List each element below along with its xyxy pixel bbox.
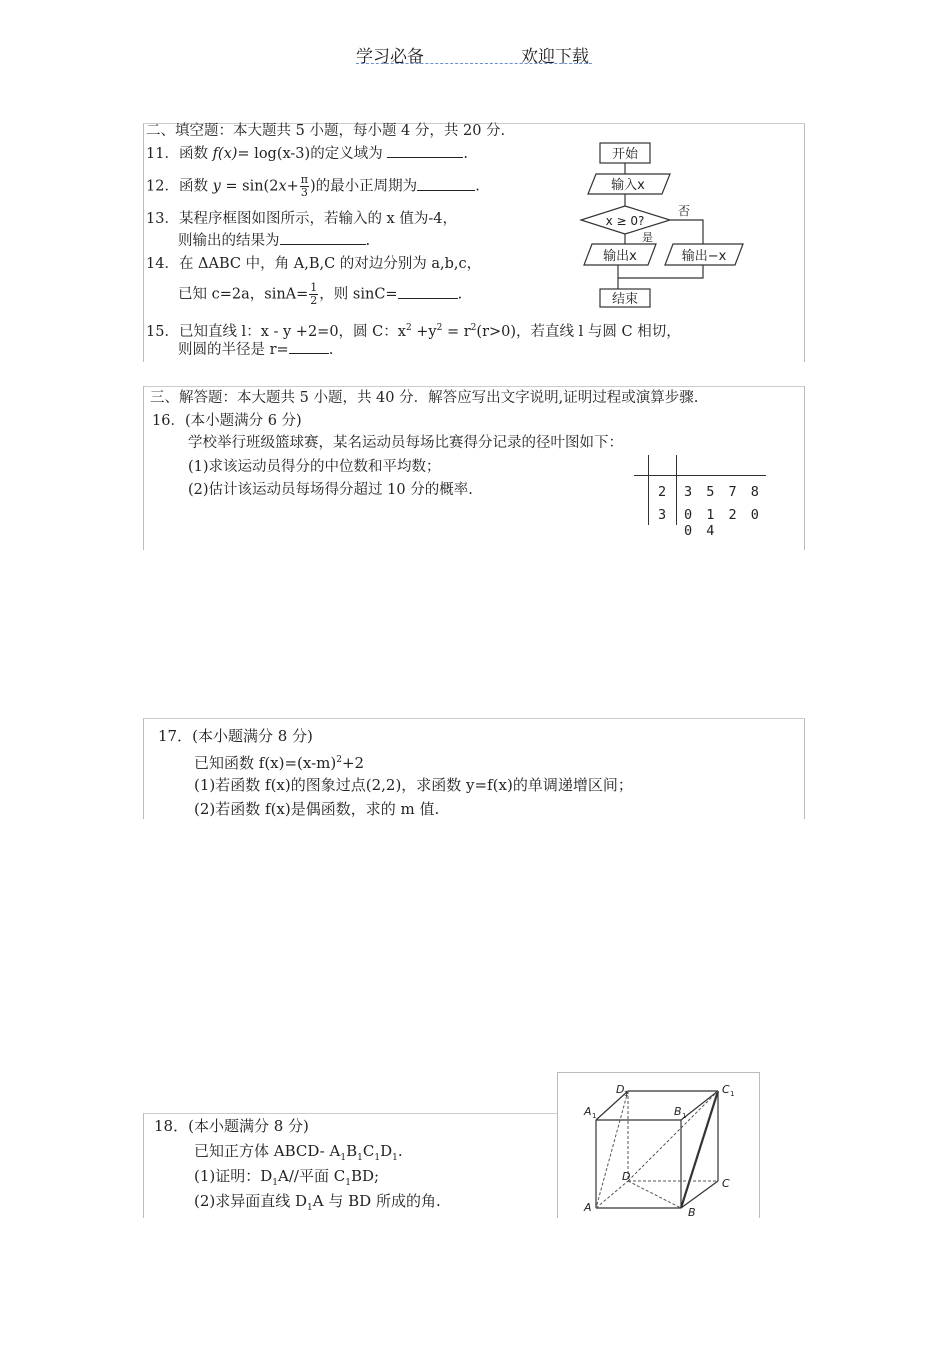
q17-func: 已知函数 f(x)=(x-m): [194, 754, 337, 772]
q12-prefix: 12．函数: [146, 178, 213, 195]
cube-label-c: C: [722, 1177, 730, 1190]
cube-label-d1-sub: 1: [624, 1090, 629, 1098]
question-15-line1: [146, 319, 681, 341]
q15-sup1: 2: [405, 323, 412, 333]
question-17-panel: [143, 718, 805, 819]
q12-x: x: [278, 178, 287, 195]
q15-sup3: 2: [470, 323, 477, 333]
cube-label-b1: B: [674, 1105, 682, 1118]
q18-text-d: D: [380, 1142, 393, 1160]
q18-p1-c: BD;: [350, 1167, 380, 1185]
cube-label-a1-sub: 1: [592, 1112, 597, 1120]
q18-p1-sub1: 1: [272, 1178, 279, 1188]
q15-end: .: [328, 342, 334, 358]
q15-text3: 则圆的半径是 r=: [178, 342, 289, 358]
question-16-part1: (1)求该运动员得分的中位数和平均数；: [188, 459, 441, 475]
q18-p2-a: (2)求异面直线 D: [194, 1192, 308, 1210]
question-14-line1: 14．在 ΔABC 中，角 A,B,C 的对边分别为 a,b,c，: [146, 256, 482, 272]
q12-end: .: [475, 178, 480, 195]
q15-mid1: +y: [411, 323, 437, 340]
question-15-line2: [178, 341, 333, 359]
q12-denominator: 3: [300, 186, 308, 199]
q18-text-a: 已知正方体 ABCD- A: [194, 1142, 341, 1160]
stem-3: 3: [658, 507, 670, 523]
q11-end: .: [463, 146, 468, 162]
cube-label-d1: D: [616, 1083, 625, 1096]
q13-end: .: [365, 233, 371, 249]
q14-denominator: 2: [310, 294, 318, 307]
flow-start-text: 开始: [611, 147, 639, 162]
q18-p1-a: (1)证明：D: [194, 1167, 273, 1185]
q14-numerator: 1: [310, 281, 318, 294]
flow-end-text: 结束: [611, 292, 639, 307]
question-11: [146, 145, 468, 163]
q12-text: = sin(2: [220, 178, 279, 195]
stem-leaf-plot: [634, 455, 766, 539]
q18-sub-c1: 1: [374, 1153, 381, 1163]
question-17-part2: (2)若函数 f(x)是偶函数，求的 m 值.: [194, 800, 440, 818]
cube-label-a1: A: [584, 1105, 592, 1118]
cube-label-b1-sub: 1: [682, 1112, 687, 1120]
q18-sub-b1: 1: [357, 1153, 363, 1163]
q12-fraction: [300, 174, 309, 199]
q18-text-c: C: [362, 1142, 375, 1160]
question-13-line1: 13．某程序框图如图所示，若输入的 x 值为-4，: [146, 211, 457, 227]
q13-blank[interactable]: [280, 232, 366, 245]
q12-blank[interactable]: [417, 178, 475, 191]
q15-blank[interactable]: [289, 341, 329, 354]
q18-text-end: .: [397, 1142, 403, 1160]
question-18-part2: [194, 1192, 441, 1217]
q15-text2: (r>0)，若直线 l 与圆 C 相切，: [476, 323, 681, 340]
q18-sub-d1: 1: [392, 1153, 398, 1163]
q14-fraction: [309, 282, 318, 307]
q18-p1-b: A//平面 C: [278, 1167, 346, 1185]
flow-yes-label: 是: [642, 231, 653, 244]
question-12: [146, 174, 480, 199]
leaves-3: 0 1 2 0 0 4: [684, 507, 762, 539]
q17-func-end: +2: [341, 754, 365, 772]
flow-input-text: 输入x: [611, 178, 645, 193]
header-left: 学习必备: [356, 47, 424, 67]
question-16-line1: 学校举行班级篮球赛，某名运动员每场比赛得分记录的径叶图如下：: [188, 435, 623, 451]
q11-text: = log(x-3)的定义域为: [237, 146, 383, 162]
q13-text: 则输出的结果为: [178, 233, 280, 249]
section-3-title: 三、解答题：本大题共 5 小题，共 40 分．解答应写出文字说明,证明过程或演算步骤.: [150, 390, 699, 406]
q18-p1-sub2: 1: [345, 1178, 351, 1188]
cube-label-a: A: [584, 1201, 592, 1214]
question-17-head: 17．(本小题满分 8 分): [158, 727, 313, 745]
q12-text2: )的最小正周期为: [310, 178, 418, 195]
q12-numerator: π: [300, 173, 309, 186]
cube-figure-frame: [557, 1072, 760, 1218]
q12-y: y: [212, 178, 221, 195]
q14-text: 已知 c=2a，sinA=: [178, 286, 309, 303]
header-right: 欢迎下载: [521, 47, 589, 67]
q18-p2-sub: 1: [307, 1203, 313, 1213]
section-2-title: 二、填空题：本大题共 5 小题，每小题 4 分，共 20 分.: [146, 123, 506, 139]
stem-2: 2: [658, 484, 670, 500]
question-18-head: 18．(本小题满分 8 分): [154, 1117, 309, 1135]
q15-mid2: = r: [442, 323, 471, 340]
q18-p2-b: A 与 BD 所成的角.: [312, 1192, 441, 1210]
cube-diagram: [558, 1073, 759, 1218]
q11-prefix: 11．函数: [146, 146, 213, 162]
cube-label-b: B: [688, 1206, 696, 1218]
program-flowchart: [578, 138, 753, 313]
question-16-part2: (2)估计该运动员每场得分超过 10 分的概率.: [188, 482, 473, 498]
q18-text-b: B: [346, 1142, 358, 1160]
flow-no-label: 否: [678, 204, 691, 218]
q15-text: 15．已知直线 l：x - y +2=0，圆 C：x: [146, 323, 406, 340]
question-17-line1: [194, 751, 364, 772]
question-18-part1: [194, 1167, 379, 1192]
q14-text2: ，则 sinC=: [319, 286, 398, 303]
cube-label-d: D: [622, 1170, 631, 1183]
q18-sub-a1: 1: [340, 1153, 347, 1163]
cube-label-c1: C: [722, 1083, 730, 1096]
cube-label-c1-sub: 1: [730, 1090, 735, 1098]
q12-plus: +: [286, 178, 299, 195]
q11-fx: f(x): [212, 146, 238, 162]
question-18-panel: [143, 1113, 558, 1218]
flow-output-x-text: 输出x: [603, 249, 637, 264]
question-13-line2: [178, 232, 370, 250]
q14-blank[interactable]: [398, 286, 458, 299]
q15-sup2: 2: [436, 323, 443, 333]
q14-end: .: [457, 286, 463, 303]
question-18-line1: [194, 1142, 403, 1167]
flow-output-neg-x-text: 输出−x: [681, 249, 727, 264]
q17-sup: 2: [336, 755, 342, 765]
q11-blank[interactable]: [387, 145, 463, 158]
flow-cond-text: x ≥ 0?: [605, 214, 645, 228]
question-14-line2: [178, 282, 462, 307]
leaves-2: 3 5 7 8: [684, 484, 762, 500]
question-16-head: 16．(本小题满分 6 分): [152, 413, 302, 429]
question-17-part1: (1)若函数 f(x)的图象过点(2,2)，求函数 y=f(x)的单调递增区间；: [194, 776, 633, 794]
header-underline: [356, 63, 592, 64]
